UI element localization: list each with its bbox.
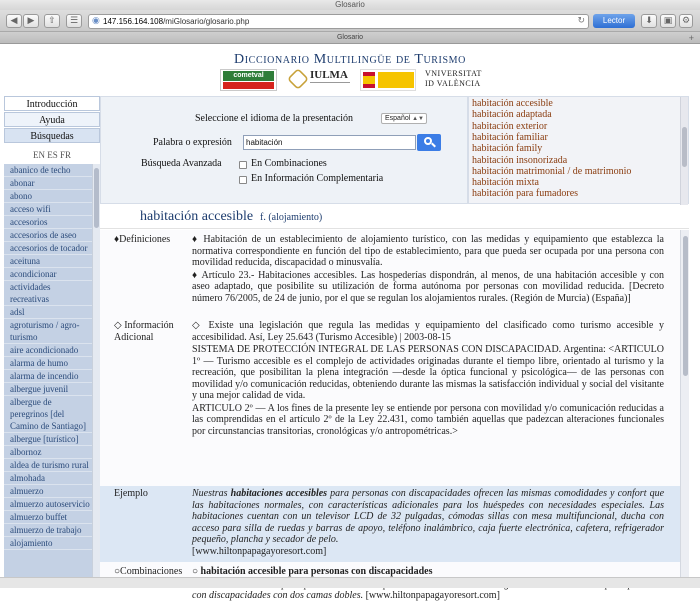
chevron-down-icon: ▲▼ (412, 116, 424, 122)
suggestion-list (468, 96, 689, 204)
tab-glosario[interactable]: Glosario (336, 34, 364, 41)
combination-source: [www.hiltonpapagayoresort.com] (363, 590, 500, 601)
term-list-item[interactable]: adsl (4, 306, 92, 319)
forward-button[interactable] (23, 14, 39, 28)
term-list-item[interactable]: alojamiento (4, 537, 92, 550)
term-list-scrollbar[interactable] (92, 164, 100, 584)
term-list-item[interactable]: almuerzo autoservicio (4, 498, 92, 511)
iulma-emblem-icon (287, 68, 309, 90)
term-list-item[interactable]: acondicionar (4, 268, 92, 281)
term-list-item[interactable]: almuerzo buffet (4, 511, 92, 524)
example-post: para personas con discapacidades ofrecen las mismas comodidades y confort que las habitaciones normales, con características adicionales para los huéspedes con necesidades especiales. Las habitaciones cuentan con un televisor LCD de 32 pulgadas, cómodas sillas con mesa multifuncional, ducha con acceso para silla de ruedas y barras de apoyo, teléfono inalámbrico, caja fuerte electrónica, cafetera, refrigerador pequeño, plancha y secador de pelo. (192, 488, 665, 545)
definitions-body (192, 234, 664, 305)
download-icon: ⬇ (645, 16, 653, 26)
suggestion-item[interactable]: habitación familiar (472, 131, 548, 143)
settings-button[interactable] (679, 14, 693, 28)
combination-text: con discapacidades con dos camas dobles. (192, 590, 364, 601)
term-list-item[interactable]: alarma de incendio (4, 370, 92, 383)
share-icon: ⇧ (48, 16, 56, 26)
example-label: Ejemplo (114, 488, 148, 499)
combinations-checkbox[interactable] (239, 161, 247, 169)
phrase-label: Palabra o expresión (153, 137, 232, 148)
definitions-section (100, 232, 680, 316)
status-bar (0, 577, 700, 588)
content-scroll-thumb[interactable] (683, 236, 688, 376)
iulma-logo[interactable] (288, 69, 351, 91)
nav-ayuda[interactable]: Ayuda (4, 112, 100, 127)
book-icon: ☰ (69, 16, 79, 26)
browser-toolbar (0, 10, 700, 32)
info-2: SISTEMA DE PROTECCIÓN INTEGRAL DE LAS PERSONAS CON DISCAPACIDAD. Argentina: <ARTICULO 1º — Turismo accesible es el complejo de actividades originadas durante el tiempo libre, orientado al turismo y la recreación, que posibilitan la plena integración —desde la óptica funcional y psicológica— de las personas con movilidad y/o comunicación reducidas, obteniendo durante las mismas la satisfacción individual y social del visitante y una mejor calidad de vida. (192, 344, 664, 401)
search-panel (100, 96, 468, 204)
language-select-value: Español (385, 115, 411, 122)
suggestion-item[interactable]: habitación family (472, 143, 543, 155)
example-pre: Nuestras (192, 488, 231, 499)
tabs-overview-button[interactable] (660, 14, 676, 28)
term-list-item[interactable]: abonar (4, 177, 92, 190)
back-button[interactable] (6, 14, 22, 28)
advanced-search-label: Búsqueda Avanzada (141, 158, 222, 169)
back-arrow-icon: ◀ (10, 16, 18, 26)
term-list-item[interactable]: almuerzo de trabajo (4, 524, 92, 537)
government-logo-band (378, 72, 414, 88)
entry-term: habitación accesible (140, 209, 254, 224)
iulma-logo-text: IULMA (310, 69, 348, 81)
term-list-item[interactable]: albergue juvenil (4, 383, 92, 396)
university-logo[interactable] (425, 69, 491, 91)
suggestion-item[interactable]: habitación insonorizada (472, 154, 568, 166)
term-list-item[interactable]: almuerzo (4, 485, 92, 498)
entry-heading (100, 205, 689, 229)
suggestion-item[interactable]: habitación para fumadores (472, 188, 579, 200)
university-logo-line1: VNIVERSITAT (425, 69, 482, 78)
term-list-scroll-thumb[interactable] (94, 168, 99, 228)
site-title: Diccionario Multilingüe de Turismo (234, 52, 466, 67)
combination-title: ○ habitación accesible para personas con discapacidades (192, 566, 433, 577)
university-logo-line2: ID VALÈNCIA (425, 79, 481, 88)
entry-grammar: f. (alojamiento) (260, 212, 323, 223)
gear-icon: ⚙ (681, 16, 691, 26)
cometval-logo-text: cometval (223, 71, 274, 81)
iulma-logo-rule (310, 82, 350, 88)
nav-busquedas[interactable]: Búsquedas (4, 128, 100, 143)
term-list-item[interactable]: agroturismo / agro-turismo (4, 319, 92, 344)
info-label: ◇ Información Adicional (114, 320, 174, 343)
suggestion-scroll-thumb[interactable] (682, 127, 687, 167)
nav-introduccion[interactable]: Introducción (4, 96, 100, 111)
term-list-item[interactable]: albergue [turístico] (4, 433, 92, 446)
url-path: /miGlosario/glosario.php (163, 17, 250, 26)
page (0, 45, 700, 601)
term-list-item[interactable]: accesorios de tocador (4, 242, 92, 255)
term-list (4, 164, 100, 584)
language-select-label: Seleccione el idioma de la presentación (195, 113, 353, 124)
term-list-item[interactable]: accesorios de aseo (4, 229, 92, 242)
content-scrollbar[interactable] (680, 230, 689, 584)
url-host: 147.156.164.108 (103, 17, 164, 26)
reader-button[interactable]: Lector (593, 14, 635, 28)
definition-2: ♦ Artículo 23.- Habitaciones accesibles. Las hospederías dispondrán, al menos, de una habitación accesible y con aseo adaptado, que posibilite su utilización de forma autónoma por personas con movilidad reducida. [Decreto número 76/2005, de 24 de junio, por el que se regulan los alojamientos rurales. (Región de Murcia) (España)] (192, 269, 664, 304)
term-list-items (4, 164, 100, 550)
example-source: [www.hiltonpapagayoresort.com] (192, 545, 327, 557)
logo-row (220, 67, 490, 93)
government-logo[interactable] (360, 69, 416, 91)
download-button[interactable] (641, 14, 657, 28)
info-body (192, 320, 664, 438)
globe-icon: ◉ (92, 16, 100, 26)
suggestion-item[interactable]: habitación mixta (472, 177, 539, 189)
new-tab-icon[interactable]: + (688, 33, 694, 43)
tabs-icon: ▣ (663, 16, 673, 26)
window-title: Glosario (0, 0, 700, 10)
term-list-item[interactable]: abono (4, 190, 92, 203)
spain-flag-icon (363, 72, 375, 88)
term-list-item[interactable]: albornoz (4, 446, 92, 459)
sidebar (4, 96, 100, 584)
sidebar-toggle-button[interactable] (66, 14, 82, 28)
term-list-item[interactable]: abanico de techo (4, 164, 92, 177)
term-list-item[interactable]: accesorios (4, 216, 92, 229)
definitions-label: ♦Definiciones (114, 234, 171, 245)
info-3: ARTICULO 2º — A los fines de la presente ley se entiende por persona con movilidad y/o comunicación reducidas a las comprendidas en el artículo 2º de la Ley 22.431, como también aquellas que padezcan alteraciones funcionales por circunstancias transitorias, cronológicas y/o antropométricas.> (192, 402, 664, 437)
forward-arrow-icon: ▶ (27, 16, 35, 26)
language-select[interactable] (381, 113, 427, 124)
url-text (103, 16, 249, 28)
complementary-info-option-label: En Información Complementaria (251, 173, 384, 184)
address-bar[interactable] (88, 14, 589, 29)
language-links[interactable]: EN ES FR (32, 150, 71, 160)
example-body (192, 488, 664, 558)
tab-strip (0, 32, 700, 44)
complementary-info-checkbox[interactable] (239, 176, 247, 184)
reload-icon[interactable]: ↻ (577, 16, 585, 26)
suggestion-item[interactable]: habitación accesible (472, 98, 553, 109)
combinations-option-label: En Combinaciones (251, 158, 327, 169)
combinations-label: ○Combinaciones (114, 566, 183, 577)
suggestion-scrollbar[interactable] (680, 97, 688, 205)
term-list-item[interactable]: alarma de humo (4, 357, 92, 370)
suggestion-item[interactable]: habitación exterior (472, 120, 548, 132)
suggestion-item[interactable]: habitación matrimonial / de matrimonio (472, 165, 632, 177)
cometval-logo[interactable] (220, 69, 277, 91)
term-list-item[interactable]: almohada (4, 472, 92, 485)
term-list-item[interactable]: actividades recreativas (4, 281, 92, 306)
info-1: ◇ Existe una legislación que regula las medidas y equipamiento del clasificado como turismo accesible y accesibilidad. Así, Ley 25.643 (Turismo Accesible) | 2003-08-15 (192, 320, 664, 343)
term-list-item[interactable]: aldea de turismo rural (4, 459, 92, 472)
cometval-logo-band (223, 82, 274, 89)
phrase-input[interactable]: habitación (243, 135, 416, 150)
term-list-item[interactable]: acceso wifi (4, 203, 92, 216)
info-section (100, 318, 680, 440)
suggestion-item[interactable]: habitación adaptada (472, 109, 552, 121)
term-list-item[interactable]: albergue de peregrinos [del Camino de Santiago] (4, 396, 92, 433)
example-highlight: habitaciones accesibles (230, 488, 328, 499)
entry-content (100, 230, 689, 601)
search-button[interactable] (417, 134, 441, 151)
definition-1: ♦ Habitación de un establecimiento de alojamiento turístico, con las medidas y equipamiento que establezca la normativa correspondiente en función del tipo de establecimiento, para que pueda ser ocupada por una persona con movilidad reducida, discapacidad o minusvalía. (192, 234, 664, 268)
term-list-item[interactable]: aceituna (4, 255, 92, 268)
term-list-item[interactable]: aire acondicionado (4, 344, 92, 357)
share-button[interactable] (44, 14, 60, 28)
example-section (100, 486, 680, 562)
